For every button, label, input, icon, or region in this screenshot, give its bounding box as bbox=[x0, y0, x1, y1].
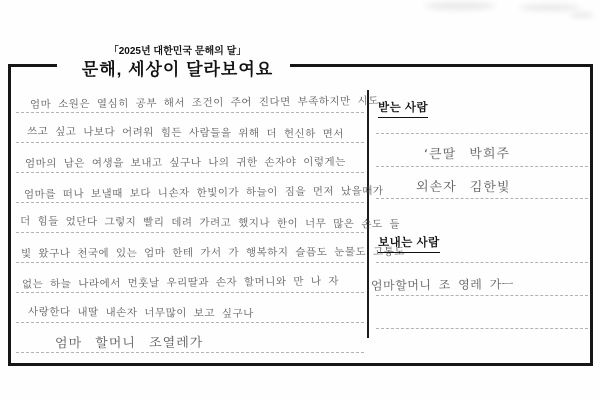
ruled-line bbox=[16, 352, 364, 353]
ruled-line bbox=[376, 198, 588, 199]
handwritten-line: 쓰고 싶고 나보다 어려워 힘든 사람들을 위해 더 헌신하 면서 bbox=[26, 125, 345, 141]
handwritten-line: 더 힘들 었단다 그렇지 빨리 데려 가려고 했지나 한이 너무 많은 손도 들 bbox=[19, 215, 401, 231]
handwritten-line: 엄마의 남은 여생을 보내고 싶구나 나의 귀한 손자야 이렇게는 bbox=[24, 156, 346, 170]
ruled-line bbox=[376, 133, 588, 134]
ruled-line bbox=[16, 172, 364, 173]
ruled-line bbox=[16, 202, 364, 203]
handwritten-line: 사랑한다 내딸 내손자 너무많이 보고 싶구나 bbox=[27, 306, 254, 320]
recipient-name-daughter: ʻ큰딸 박희주 bbox=[423, 146, 511, 163]
ruled-line bbox=[16, 112, 364, 113]
ruled-line bbox=[16, 262, 364, 263]
handwritten-signature: 엄마 할머니 조열레가 bbox=[54, 335, 204, 352]
recipient-name-grandson: 외손자 김한빛 bbox=[415, 179, 511, 196]
sender-label: 보내는 사람 bbox=[378, 234, 440, 253]
handwritten-line: 엄마 소원은 열심히 공부 해서 조건이 주어 진다면 부족하지만 시도 bbox=[29, 95, 379, 111]
ruled-line bbox=[16, 292, 364, 293]
handwritten-line: 없는 하늘 나라에서 먼훗날 우리딸과 손자 할머니와 만 나 자 bbox=[21, 275, 340, 291]
sender-name: 엄마할머니 조 영레 가ㅡ bbox=[370, 277, 514, 293]
handwritten-line: 빛 왔구나 천국에 있는 엄마 한테 가서 가 행복하지 슬픔도 눈물도 고통도 bbox=[20, 245, 405, 261]
ruled-line bbox=[376, 262, 588, 263]
ruled-line bbox=[16, 322, 364, 323]
ruled-line bbox=[16, 142, 364, 143]
handwritten-line: 엄마를 떠나 보낼때 보다 니손자 한빛이가 하늘이 짐을 먼저 났을때가 bbox=[23, 185, 384, 201]
campaign-subtitle: 「2025년 대한민국 문해의 달」 bbox=[108, 46, 247, 57]
scan-smudge bbox=[570, 12, 594, 18]
ruled-line bbox=[376, 166, 588, 167]
column-divider-line bbox=[367, 90, 369, 338]
scan-smudge bbox=[520, 4, 580, 11]
scan-smudge bbox=[425, 2, 495, 10]
ruled-line bbox=[16, 232, 364, 233]
page-title: 문해, 세상이 달라보여요 bbox=[81, 60, 274, 79]
ruled-line bbox=[376, 328, 588, 329]
form-title-block bbox=[70, 46, 285, 79]
recipient-label: 받는 사람 bbox=[378, 99, 428, 118]
ruled-line bbox=[376, 295, 588, 296]
